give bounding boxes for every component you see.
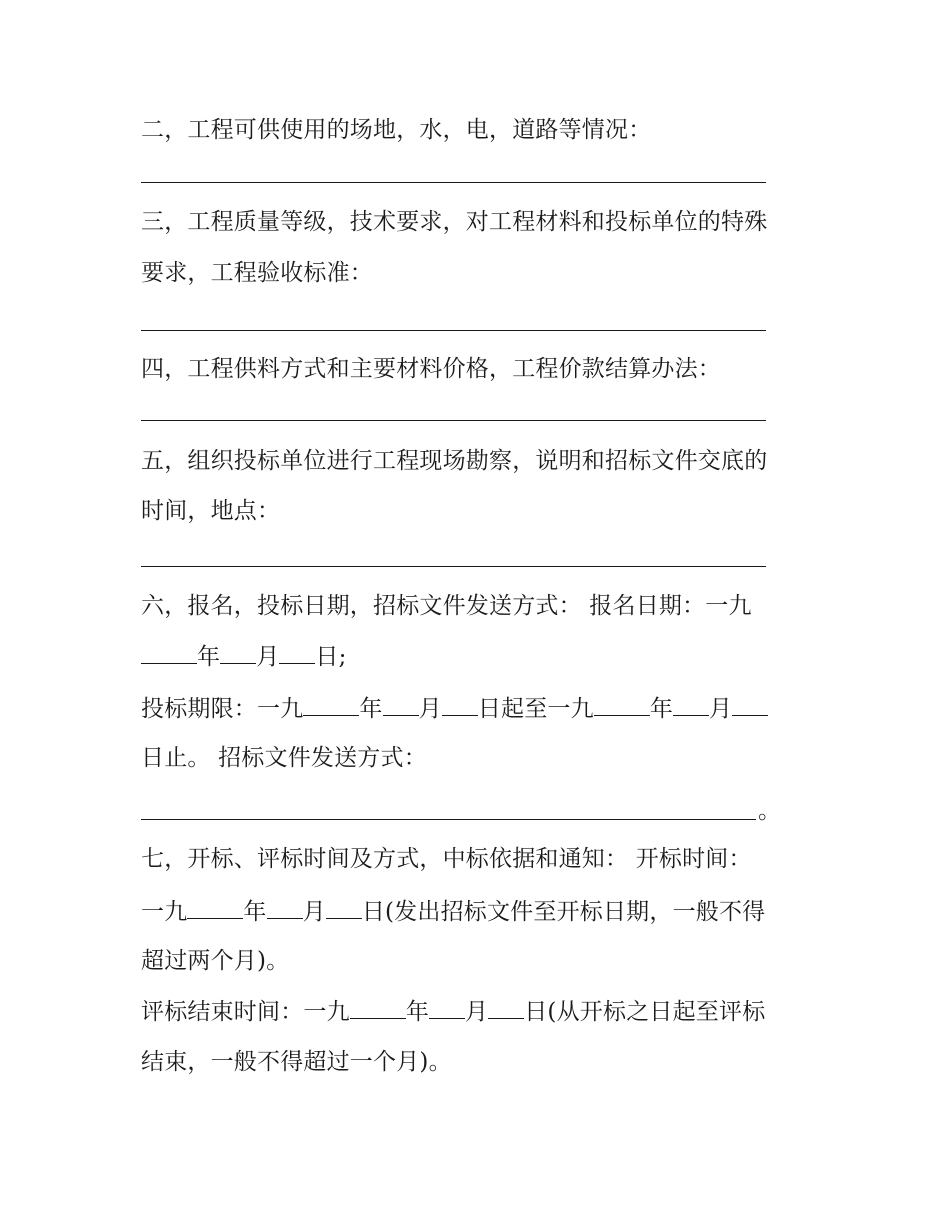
- blank-month: [383, 693, 419, 716]
- fill-in-line-section-2: [141, 182, 766, 183]
- section-3-line-1: 三，工程质量等级，技术要求，对工程材料和投标单位的特殊: [141, 209, 768, 235]
- section-2-heading: 二，工程可供使用的场地，水，电，道路等情况：: [141, 117, 652, 143]
- blank-day: [279, 641, 315, 664]
- blank-day: [326, 896, 362, 919]
- section-6-bid-period: 投标期限：一九 年 月 日起至一九 年 月: [141, 693, 768, 724]
- fill-in-line-section-6: [141, 819, 756, 820]
- section-6-line-4: 日止。 招标文件发送方式：: [141, 745, 427, 771]
- blank-year: [350, 996, 406, 1019]
- blank-month: [673, 693, 709, 716]
- blank-year: [141, 641, 197, 664]
- blank-day: [488, 996, 524, 1019]
- section-5-line-2: 时间，地点：: [141, 498, 281, 524]
- section-7-evaluation-end: 评标结束时间：一九 年 月 日(从开标之日起至评标: [141, 996, 765, 1027]
- fill-in-line-section-5: [141, 566, 766, 567]
- fill-in-line-section-4: [141, 420, 766, 421]
- section-4-heading: 四，工程供料方式和主要材料价格，工程价款结算办法：: [141, 356, 721, 382]
- section-7-line-3: 超过两个月)。: [141, 948, 290, 974]
- section-6-period-mark: 。: [758, 798, 782, 824]
- section-5-line-1: 五，组织投标单位进行工程现场勘察，说明和招标文件交底的: [141, 448, 768, 474]
- blank-year: [187, 896, 243, 919]
- fill-in-line-section-3: [141, 330, 766, 331]
- section-7-opening-date: 一九 年 月 日(发出招标文件至开标日期，一般不得: [141, 896, 765, 927]
- section-3-line-2: 要求，工程验收标准：: [141, 260, 373, 286]
- blank-day: [442, 693, 478, 716]
- blank-month: [429, 996, 465, 1019]
- blank-year: [594, 693, 650, 716]
- section-6-line-1: 六，报名，投标日期，招标文件发送方式： 报名日期：一九: [141, 593, 752, 619]
- section-6-registration-date: 年 月 日;: [141, 641, 347, 672]
- section-7-line-1: 七，开标、评标时间及方式，中标依据和通知： 开标时间：: [141, 846, 752, 872]
- blank-month: [267, 896, 303, 919]
- blank-day: [732, 693, 768, 716]
- blank-year: [303, 693, 359, 716]
- blank-month: [220, 641, 256, 664]
- section-7-line-5: 结束，一般不得超过一个月)。: [141, 1049, 452, 1075]
